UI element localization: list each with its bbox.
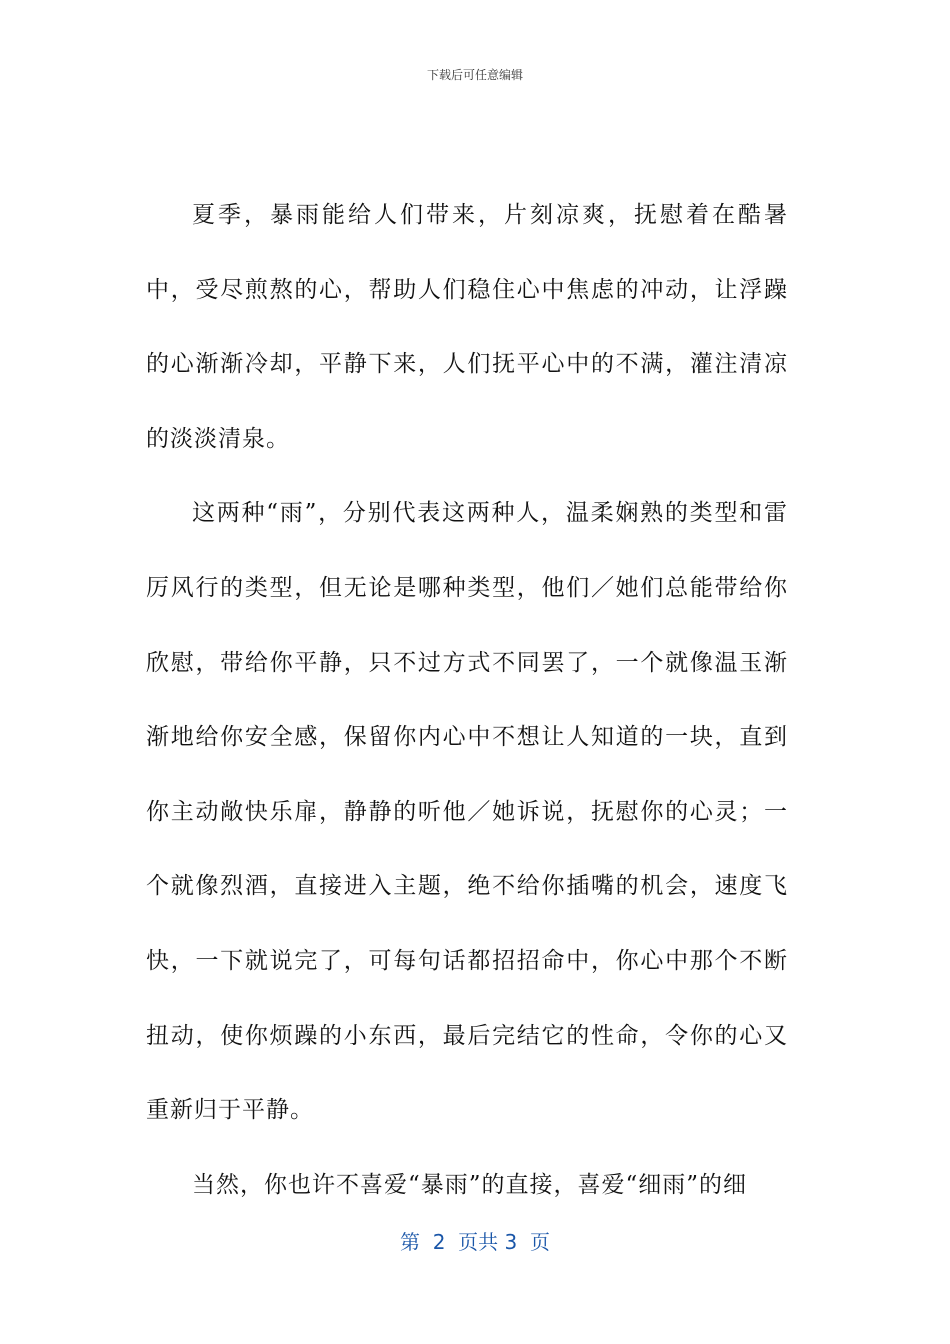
paragraph: 夏季，暴雨能给人们带来，片刻凉爽，抚慰着在酷暑中，受尽煎熬的心，帮助人们稳住心中焦虑的冲动，让浮躁的心渐渐冷却，平静下来，人们抚平心中的不满，灌注清凉的淡淡清泉。	[146, 202, 788, 452]
document-body	[146, 178, 788, 1222]
header-note: 下载后可任意编辑	[426, 68, 523, 82]
page-number-footer: 第 2 页共 3 页	[400, 1230, 550, 1254]
paragraph: 当然，你也许不喜爱“暴雨”的直接，喜爱“细雨”的细	[192, 1171, 748, 1198]
paragraph: 这两种“雨”，分别代表这两种人，温柔娴熟的类型和雷厉风行的类型，但无论是哪种类型，他们／她们总能带给你欣慰，带给你平静，只不过方式不同罢了，一个就像温玉渐渐地给你安全感，保留你内心中不想让人知道的一块，直到你主动敞快乐扉，静静的听他／她诉说，抚慰你的心灵；一个就像烈酒，直接进入主题，绝不给你插嘴的机会，速度飞快，一下就说完了，可每句话都招招命中，你心中那个不断扭动，使你烦躁的小东西，最后完结它的性命，令你的心又重新归于平静。	[146, 500, 788, 1124]
